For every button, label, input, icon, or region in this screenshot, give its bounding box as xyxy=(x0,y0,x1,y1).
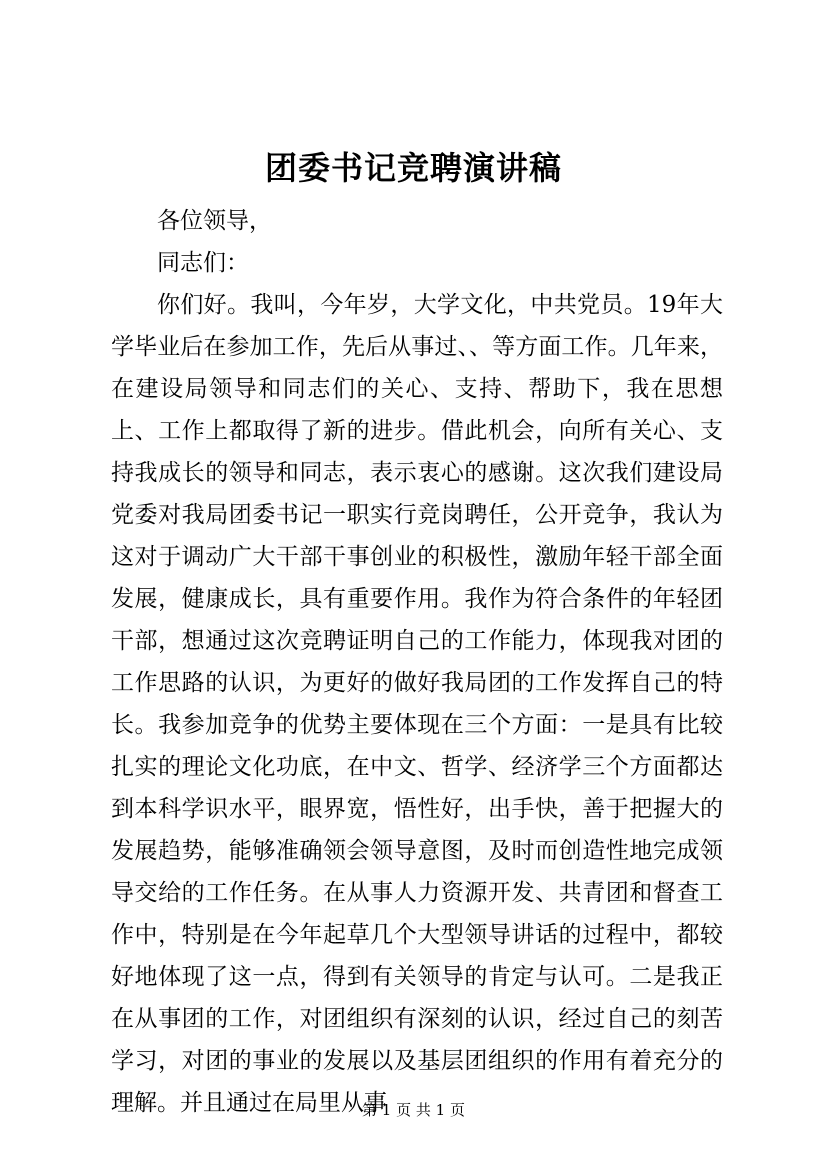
page-number-footer: 第 1 页 共 1 页 xyxy=(362,1101,465,1119)
document-title: 团委书记竞聘演讲稿 xyxy=(264,149,562,187)
document-body xyxy=(111,200,723,1124)
salutation-leaders: 各位领导， xyxy=(157,208,272,234)
speech-paragraph: 你们好。我叫，今年岁，大学文化，中共党员。19年大学毕业后在参加工作，先后从事过、、等方面工作。几年来，在建设局领导和同志们的关心、支持、帮助下，我在思想上、工作上都取得了新的进步。借此机会，向所有关心、支持我成长的领导和同志，表示衷心的感谢。这次我们建设局党委对我局团委书记一职实行竞岗聘任，公开竞争，我认为这对于调动广大干部干事创业的积极性，激励年轻干部全面发展，健康成长，具有重要作用。我作为符合条件的年轻团干部，想通过这次竞聘证明自己的工作能力，体现我对团的工作思路的认识，为更好的做好我局团的工作发挥自己的特长。我参加竞争的优势主要体现在三个方面：一是具有比较扎实的理论文化功底，在中文、哲学、经济学三个方面都达到本科学识水平，眼界宽，悟性好，出手快，善于把握大的发展趋势，能够准确领会领导意图，及时而创造性地完成领导交给的工作任务。在从事人力资源开发、共青团和督查工作中，特别是在今年起草几个大型领导讲话的过程中，都较好地体现了这一点，得到有关领导的肯定与认可。二是我正在从事团的工作，对团组织有深刻的认识，经过自己的刻苦学习，对团的事业的发展以及基层团组织的作用有着充分的理解。并且通过在局里从事 xyxy=(111,292,723,1116)
salutation-comrades: 同志们： xyxy=(157,250,249,276)
